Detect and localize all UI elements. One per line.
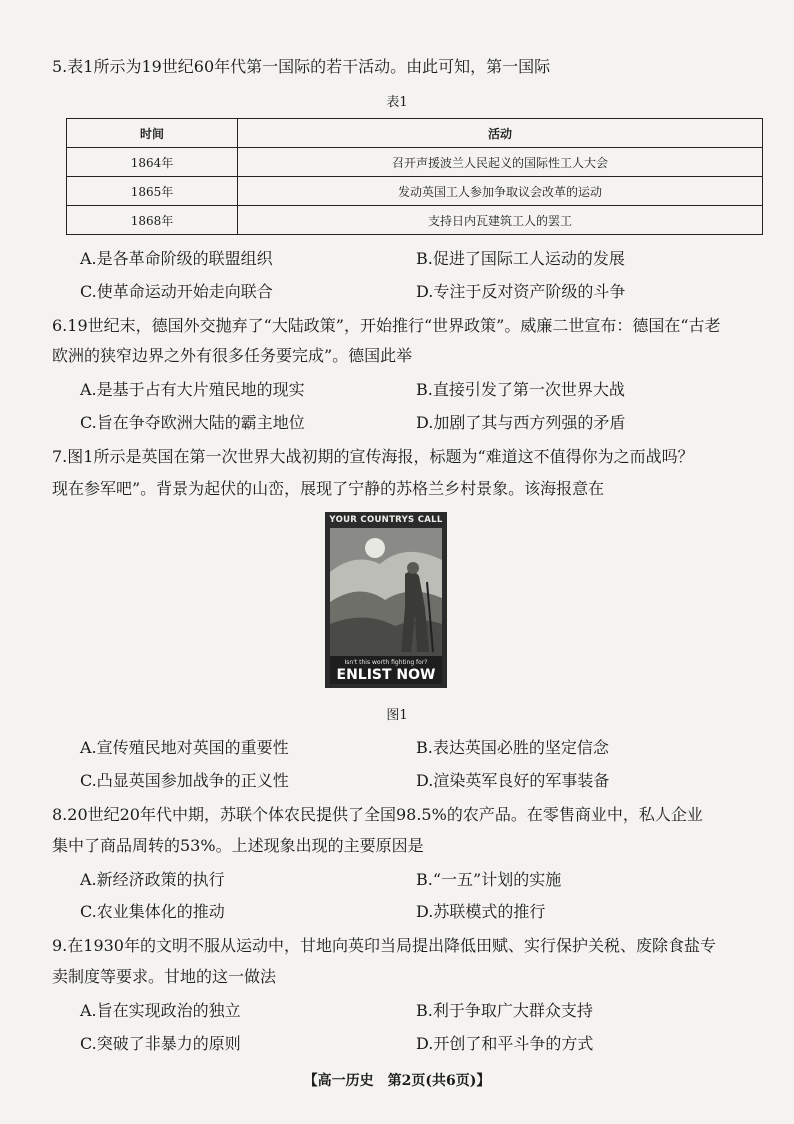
q5-option-d[interactable]: D.专注于反对资产阶级的斗争: [416, 282, 626, 301]
q6-option-a[interactable]: A.是基于占有大片殖民地的现实: [80, 380, 305, 399]
q6-option-d[interactable]: D.加剧了其与西方列强的矛盾: [416, 413, 626, 432]
page-footer: 【高一历史 第2页(共6页)】: [303, 1073, 491, 1089]
q7-option-c[interactable]: C.凸显英国参加战争的正义性: [80, 771, 289, 790]
q5-option-b[interactable]: B.促进了国际工人运动的发展: [416, 249, 625, 268]
table-cell-year: 1868年: [67, 206, 238, 235]
table-row: [67, 177, 763, 206]
q8-option-d[interactable]: D.苏联模式的推行: [416, 902, 546, 921]
table-cell-activity: 发动英国工人参加争取议会改革的运动: [238, 177, 763, 206]
q8-stem-line2: 集中了商品周转的53%。上述现象出现的主要原因是: [52, 836, 424, 855]
table-row: [67, 206, 763, 235]
q6-option-b[interactable]: B.直接引发了第一次世界大战: [416, 380, 625, 399]
poster-top-text: YOUR COUNTRYS CALL: [329, 515, 443, 525]
q7-option-a[interactable]: A.宣传殖民地对英国的重要性: [80, 738, 289, 757]
q5-option-c[interactable]: C.使革命运动开始走向联合: [80, 282, 273, 301]
q5-option-a[interactable]: A.是各革命阶级的联盟组织: [80, 249, 273, 268]
table-cell-year: 1865年: [67, 177, 238, 206]
q6-stem-line1: 6.19世纪末，德国外交抛弃了“大陆政策”，开始推行“世界政策”。威廉二世宣布：德国在“古老: [52, 316, 721, 335]
q9-stem-line1: 9.在1930年的文明不服从运动中，甘地向英印当局提出降低田赋、实行保护关税、废除食盐专: [52, 936, 716, 955]
q5-stem: 5.表1所示为19世纪60年代第一国际的若干活动。由此可知，第一国际: [52, 57, 551, 76]
q7-option-d[interactable]: D.渲染英军良好的军事装备: [416, 771, 610, 790]
table-cell-year: 1864年: [67, 148, 238, 177]
activities-table: [66, 118, 763, 235]
table-cell-activity: 召开声援波兰人民起义的国际性工人大会: [238, 148, 763, 177]
q9-option-d[interactable]: D.开创了和平斗争的方式: [416, 1034, 594, 1053]
table-cell-activity: 支持日内瓦建筑工人的罢工: [238, 206, 763, 235]
q8-option-c[interactable]: C.农业集体化的推动: [80, 902, 225, 921]
q8-stem-line1: 8.20世纪20年代中期，苏联个体农民提供了全国98.5%的农产品。在零售商业中，私人企业: [52, 805, 703, 824]
table-header-time: 时间: [67, 119, 238, 148]
table-header-row: [67, 119, 763, 148]
table-row: [67, 148, 763, 177]
q9-option-b[interactable]: B.利于争取广大群众支持: [416, 1001, 593, 1020]
q8-option-b[interactable]: B.“一五”计划的实施: [416, 870, 562, 889]
enlist-poster: [325, 512, 447, 688]
q8-option-a[interactable]: A.新经济政策的执行: [80, 870, 225, 889]
q7-option-b[interactable]: B.表达英国必胜的坚定信念: [416, 738, 609, 757]
figure-caption: 图1: [386, 708, 408, 723]
q6-option-c[interactable]: C.旨在争夺欧洲大陆的霸主地位: [80, 413, 305, 432]
q9-stem-line2: 卖制度等要求。甘地的这一做法: [52, 967, 277, 986]
q6-stem-line2: 欧洲的狭窄边界之外有很多任务要完成”。德国此举: [52, 346, 413, 365]
q7-stem-line1: 7.图1所示是英国在第一次世界大战初期的宣传海报，标题为“难道这不值得你为之而战吗？: [52, 447, 694, 466]
q7-stem-line2: 现在参军吧”。背景为起伏的山峦，展现了宁静的苏格兰乡村景象。该海报意在: [52, 479, 605, 498]
table-title: 表1: [386, 95, 408, 110]
q9-option-a[interactable]: A.旨在实现政治的独立: [80, 1001, 241, 1020]
poster-question: Isn't this worth fighting for?: [344, 659, 428, 666]
poster-bottom-text: ENLIST NOW: [336, 667, 436, 683]
q9-option-c[interactable]: C.突破了非暴力的原则: [80, 1034, 241, 1053]
table-header-activity: 活动: [238, 119, 763, 148]
